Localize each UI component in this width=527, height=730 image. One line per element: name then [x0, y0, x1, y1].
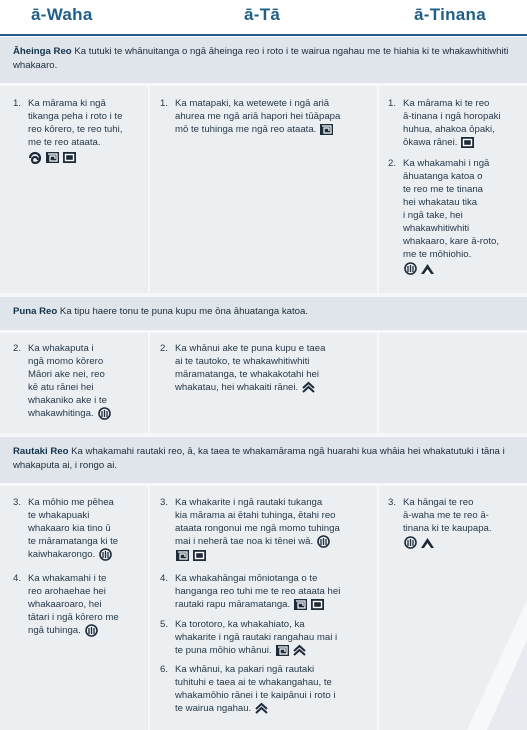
- column-header-middle: ā-Tā: [244, 5, 281, 24]
- kowhaiwhai-icon: [301, 381, 316, 394]
- face-icon: [84, 624, 99, 637]
- tent-icon: [420, 536, 435, 549]
- maze-icon: [45, 151, 60, 164]
- face-icon: [403, 262, 418, 275]
- section-puna-reo: [0, 297, 527, 330]
- column-header-right: ā-Tinana: [414, 5, 486, 24]
- maze-icon: [275, 644, 290, 657]
- frame-icon: [192, 549, 207, 562]
- section-rautaki-reo: [0, 437, 527, 483]
- koru-icon: [28, 151, 43, 164]
- column-header-left: ā-Waha: [31, 5, 93, 24]
- triangle-watermark: [437, 600, 527, 730]
- face-icon: [403, 536, 418, 549]
- frame-icon: [310, 598, 325, 611]
- kowhaiwhai-icon: [292, 644, 307, 657]
- section-title: Puna Reo: [13, 306, 58, 317]
- header-divider: [0, 34, 527, 36]
- frame-icon: [460, 136, 475, 149]
- kowhaiwhai-icon: [254, 702, 269, 715]
- maze-icon: [319, 123, 334, 136]
- maze-icon: [293, 598, 308, 611]
- section-intro: Ka tutuki te whānuitanga o ngā āheinga reo i roto i te wairua ngahau me te hiahia ki te whakawhitiwhiti whakaaro.: [13, 46, 509, 71]
- face-icon: [97, 407, 112, 420]
- column-header-bar: [0, 0, 527, 34]
- face-icon: [316, 535, 331, 548]
- section-title: Rautaki Reo: [13, 446, 69, 457]
- section-title: Āheinga Reo: [13, 46, 72, 57]
- maze-icon: [175, 549, 190, 562]
- face-icon: [98, 548, 113, 561]
- frame-icon: [62, 151, 77, 164]
- cell-s2-right: [379, 333, 527, 433]
- section-aheinga-reo: [0, 37, 527, 83]
- tent-icon: [420, 262, 435, 275]
- section-intro: Ka tipu haere tonu te puna kupu me ōna āhuatanga katoa.: [59, 306, 308, 317]
- section-intro: Ka whakamahi rautaki reo, ā, ka taea te whakamārama ngā huarahi kua whāia hei whakatutuki i tāna i whakaputa ai, i rongo ai.: [13, 446, 505, 471]
